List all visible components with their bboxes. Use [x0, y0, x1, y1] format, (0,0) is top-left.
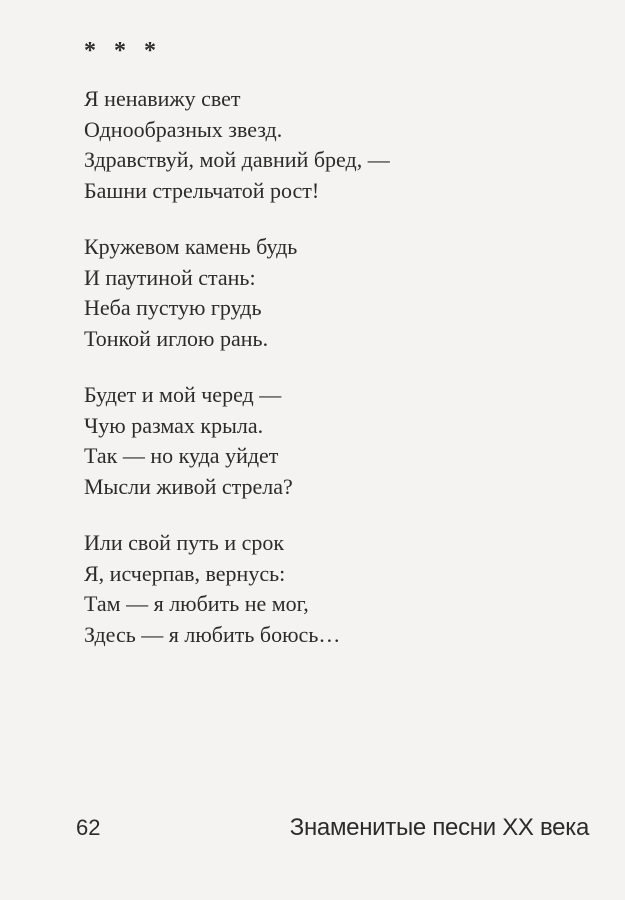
stanza-1 [84, 84, 584, 206]
running-title: Знаменитые песни XX века [289, 814, 589, 841]
poem-line: Так — но куда уйдет [84, 443, 279, 468]
poem-line: Неба пустую грудь [84, 295, 262, 320]
page-number: 62 [76, 815, 101, 840]
poem-line: Кружевом камень будь [84, 234, 298, 259]
poem-line: Однообразных звезд. [84, 116, 283, 142]
stanza-4 [84, 528, 584, 650]
stanza-2 [84, 232, 584, 354]
poem-line: Там — я любить не мог, [84, 591, 309, 616]
poem-line: Будет и мой черед — [84, 382, 282, 407]
poem [84, 84, 584, 676]
poem-line: Или свой путь и срок [84, 530, 285, 555]
stanza-3 [84, 380, 584, 502]
poem-line: Я, исчерпав, вернусь: [84, 560, 286, 586]
poem-line: И паутиной стань: [84, 264, 256, 290]
section-separator: * * * [84, 38, 162, 64]
poem-line: Башни стрельчатой рост! [84, 177, 320, 203]
poem-line: Чую размах крыла. [84, 412, 264, 438]
poem-line: Мысли живой стрела? [84, 473, 293, 499]
poem-line: Я ненавижу свет [84, 86, 241, 111]
poem-line: Здесь — я любить боюсь… [84, 621, 341, 647]
poem-line: Здравствуй, мой давний бред, — [84, 147, 390, 172]
poem-line: Тонкой иглою рань. [84, 325, 269, 351]
